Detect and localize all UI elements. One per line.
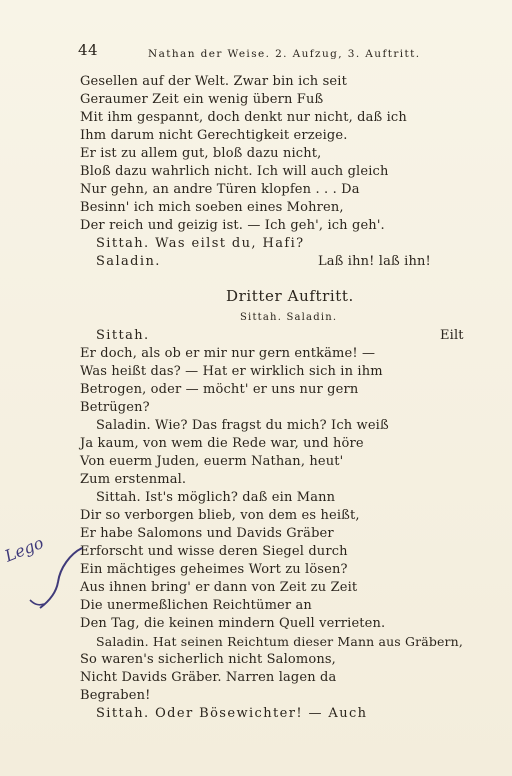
- text-line: Was heißt das? — Hat er wirklich sich in ihm: [80, 364, 383, 379]
- text-line: Erforscht und wisse deren Siegel durch: [80, 544, 348, 559]
- text-line: Den Tag, die keinen mindern Quell verrieten.: [80, 616, 386, 631]
- text-line: Nur gehn, an andre Türen klopfen . . . Da: [80, 182, 360, 197]
- speaker-line-sittah: Sittah. Was eilst du, Hafi?: [96, 236, 305, 251]
- text-line: Aus ihnen bring' er dann von Zeit zu Zeit: [80, 580, 358, 595]
- text-line: Er habe Salomons und Davids Gräber: [80, 526, 334, 541]
- text-line: Saladin. Wie? Das fragst du mich? Ich weiß: [96, 418, 389, 433]
- text-line: Ja kaum, von wem die Rede war, und höre: [80, 436, 364, 451]
- text-line: Geraumer Zeit ein wenig übern Fuß: [80, 92, 324, 107]
- text-line: Die unermeßlichen Reichtümer an: [80, 598, 312, 613]
- text-line: Begraben!: [80, 688, 151, 703]
- scene-persons: Sittah. Saladin.: [240, 312, 338, 323]
- text-line: Betrügen?: [80, 400, 150, 415]
- text-line: Besinn' ich mich soeben eines Mohren,: [80, 200, 344, 215]
- page-number: 44: [78, 41, 99, 59]
- speaker-sittah: Sittah.: [96, 328, 150, 343]
- text-line: Zum erstenmal.: [80, 472, 187, 487]
- text-line: Er doch, als ob er mir nur gern entkäme! —: [80, 346, 376, 361]
- text-line: Gesellen auf der Welt. Zwar bin ich seit: [80, 74, 347, 89]
- text-line: Bloß dazu wahrlich nicht. Ich will auch gleich: [80, 164, 389, 179]
- speaker-saladin: Saladin.: [96, 254, 161, 269]
- cue-word: Eilt: [440, 328, 464, 343]
- text-line: Dir so verborgen blieb, von dem es heißt,: [80, 508, 360, 523]
- text-line: Er ist zu allem gut, bloß dazu nicht,: [80, 146, 322, 161]
- running-header: Nathan der Weise. 2. Aufzug, 3. Auftritt.: [148, 48, 421, 60]
- text-line: Betrogen, oder — möcht' er uns nur gern: [80, 382, 359, 397]
- text-line: Saladin. Hat seinen Reichtum dieser Mann aus Gräbern,: [96, 634, 463, 649]
- text-line: Ein mächtiges geheimes Wort zu lösen?: [80, 562, 348, 577]
- text-line: Von euerm Juden, euerm Nathan, heut': [80, 454, 344, 469]
- text-line: Nicht Davids Gräber. Narren lagen da: [80, 670, 337, 685]
- scene-title: Dritter Auftritt.: [226, 287, 354, 305]
- text-line: Mit ihm gespannt, doch denkt nur nicht, daß ich: [80, 110, 407, 125]
- text-line: Sittah. Ist's möglich? daß ein Mann: [96, 490, 336, 505]
- text-line: Sittah. Oder Bösewichter! — Auch: [96, 706, 368, 721]
- margin-note: Lego: [2, 533, 47, 566]
- saladin-words: Laß ihn! laß ihn!: [318, 254, 431, 269]
- text-line: So waren's sicherlich nicht Salomons,: [80, 652, 336, 667]
- text-line: Ihm darum nicht Gerechtigkeit erzeige.: [80, 128, 348, 143]
- text-line: Der reich und geizig ist. — Ich geh', ich geh'.: [80, 218, 385, 233]
